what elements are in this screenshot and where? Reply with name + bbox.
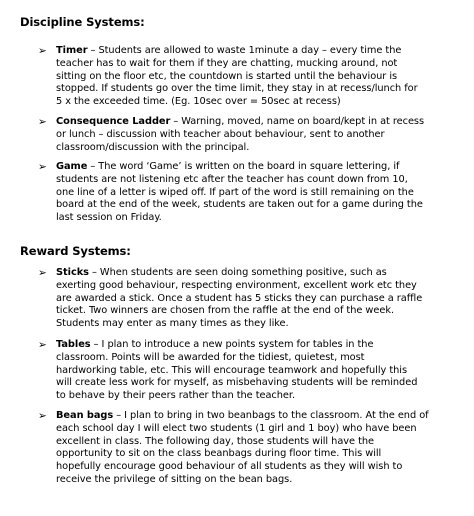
item-first-line: [56, 116, 466, 129]
item-text-line: receive the privilege of sitting on the bean bags.: [56, 473, 293, 485]
arrow-bullet-icon: ➢: [38, 267, 47, 279]
item-text-line: last session on Friday.: [56, 212, 162, 224]
item-text-line: excellent in class. The following day, those students will have the: [56, 435, 374, 447]
item-term: Consequence Ladder: [56, 116, 171, 127]
item-text-line: classroom. Points will be awarded for the tidiest, quietest, most: [56, 351, 365, 363]
item-text-line: or lunch – discussion with teacher about behaviour, sent to another: [56, 128, 385, 140]
item-first-line: [56, 161, 466, 174]
item-first-line: [56, 410, 466, 423]
item-first-line: [56, 45, 466, 58]
item-text-line: hardworking table, etc. This will encourage teamwork and hopefully this: [56, 364, 407, 376]
item-text-line: ticket. Two winners are chosen from the raffle at the end of the week.: [56, 305, 395, 317]
item-text: – Students are allowed to waste 1minute a day – every time the: [87, 45, 402, 56]
item-term: Timer: [56, 45, 88, 56]
item-term: Sticks: [56, 267, 89, 278]
item-text-line: stopped. If students go over the time limit, they stay in at recess/lunch for: [56, 83, 418, 95]
item-text-line: students are not listening etc after the teacher has count down from 10,: [56, 173, 408, 185]
item-first-line: [56, 339, 466, 352]
item-text-line: are awarded a stick. Once a student has 5 sticks they can purchase a raffle: [56, 292, 423, 304]
item-text: – I plan to bring in two beanbags to the classroom. At the end of: [113, 410, 429, 421]
arrow-bullet-icon: ➢: [38, 339, 47, 351]
item-text-line: each school day I will elect two students (1 girl and 1 boy) who have been: [56, 422, 417, 434]
item-term: Tables: [56, 339, 91, 350]
item-text-line: Students may enter as many times as they like.: [56, 318, 289, 330]
item-text-line: classroom/discussion with the principal.: [56, 141, 250, 153]
discipline-item-consequence-ladder: [38, 116, 466, 154]
discipline-item-game: [38, 161, 466, 225]
item-text-line: sitting on the floor etc, the countdown is started until the behaviour is: [56, 70, 398, 82]
item-text: – I plan to introduce a new points system for tables in the: [90, 339, 374, 350]
arrow-bullet-icon: ➢: [38, 161, 47, 173]
item-text: – When students are seen doing something positive, such as: [88, 267, 387, 278]
item-text: – Warning, moved, name on board/kept in at recess: [170, 116, 425, 127]
item-term: Bean bags: [56, 410, 114, 421]
item-text-line: teacher has to wait for them if they are chatting, mucking around, not: [56, 57, 398, 69]
item-text-line: 5 x the exceeded time. (Eg. 10sec over = 50sec at recess): [56, 96, 341, 108]
reward-item-sticks: [38, 267, 466, 331]
reward-heading: Reward Systems:: [20, 244, 131, 258]
arrow-bullet-icon: ➢: [38, 45, 47, 57]
item-text-line: to behave by their peers rather than the teacher.: [56, 390, 296, 402]
reward-item-tables: [38, 339, 466, 403]
item-text-line: will create less work for myself, as misbehaving students will be reminded: [56, 377, 418, 389]
item-text-line: board at the end of the week, students are taken out for a game during the: [56, 199, 423, 211]
discipline-heading: Discipline Systems:: [20, 15, 145, 29]
discipline-item-timer: [38, 45, 466, 109]
item-text-line: hopefully encourage good behaviour of all students as they will wish to: [56, 461, 403, 473]
item-text-line: opportunity to sit on the class beanbags during floor time. This will: [56, 448, 382, 460]
item-first-line: [56, 267, 466, 280]
arrow-bullet-icon: ➢: [38, 116, 47, 128]
item-term: Game: [56, 161, 88, 172]
item-text-line: one line of a letter is wiped off. If part of the word is still remaining on the: [56, 186, 414, 198]
arrow-bullet-icon: ➢: [38, 410, 47, 422]
item-text-line: exerting good behaviour, respecting environment, excellent work etc they: [56, 279, 417, 291]
reward-item-bean-bags: [38, 410, 466, 487]
item-text: – The word ‘Game’ is written on the board in square lettering, if: [87, 161, 400, 172]
